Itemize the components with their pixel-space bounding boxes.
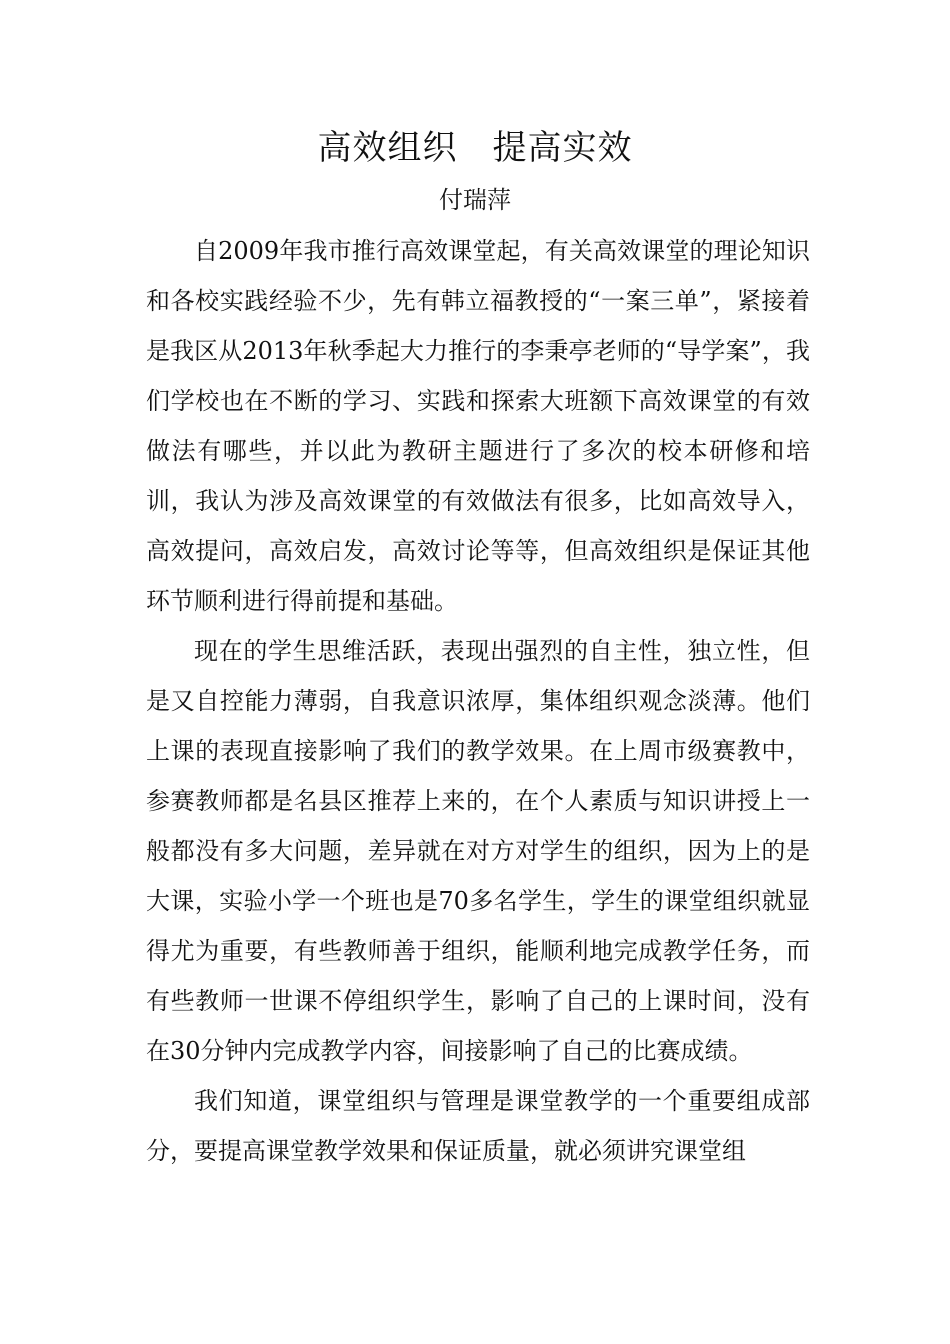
document-author: 付瑞萍 [439, 186, 511, 214]
paragraph-2: 现在的学生思维活跃，表现出强烈的自主性，独立性，但是又自控能力薄弱，自我意识浓厚，集体组织观念淡薄。他们上课的表现直接影响了我们的教学效果。在上周市级赛教中，参赛教师都是名县区推荐上来的，在个人素质与知识讲授上一般都没有多大问题，差异就在对方对学生的组织，因为上的是大课，实验小学一个班也是70多名学生，学生的课堂组织就显得尤为重要，有些教师善于组织，能顺利地完成教学任务，而有些教师一世课不停组织学生，影响了自己的上课时间，没有在30分钟内完成教学内容，间接影响了自己的比赛成绩。 [146, 637, 810, 1065]
paragraph-3: 我们知道，课堂组织与管理是课堂教学的一个重要组成部分，要提高课堂教学效果和保证质量，就必须讲究课堂组 [146, 1087, 810, 1165]
document-title: 高效组织 提高实效 [317, 128, 633, 168]
document-body [146, 226, 810, 1176]
paragraph-1: 自2009年我市推行高效课堂起，有关高效课堂的理论知识和各校实践经验不少，先有韩立福教授的“一案三单”，紧接着是我区从2013年秋季起大力推行的李秉亭老师的“导学案”，我们学校也在不断的学习、实践和探索大班额下高效课堂的有效做法有哪些，并以此为教研主题进行了多次的校本研修和培训，我认为涉及高效课堂的有效做法有很多，比如高效导入，高效提问，高效启发，高效讨论等等，但高效组织是保证其他环节顺利进行得前提和基础。 [146, 237, 810, 615]
